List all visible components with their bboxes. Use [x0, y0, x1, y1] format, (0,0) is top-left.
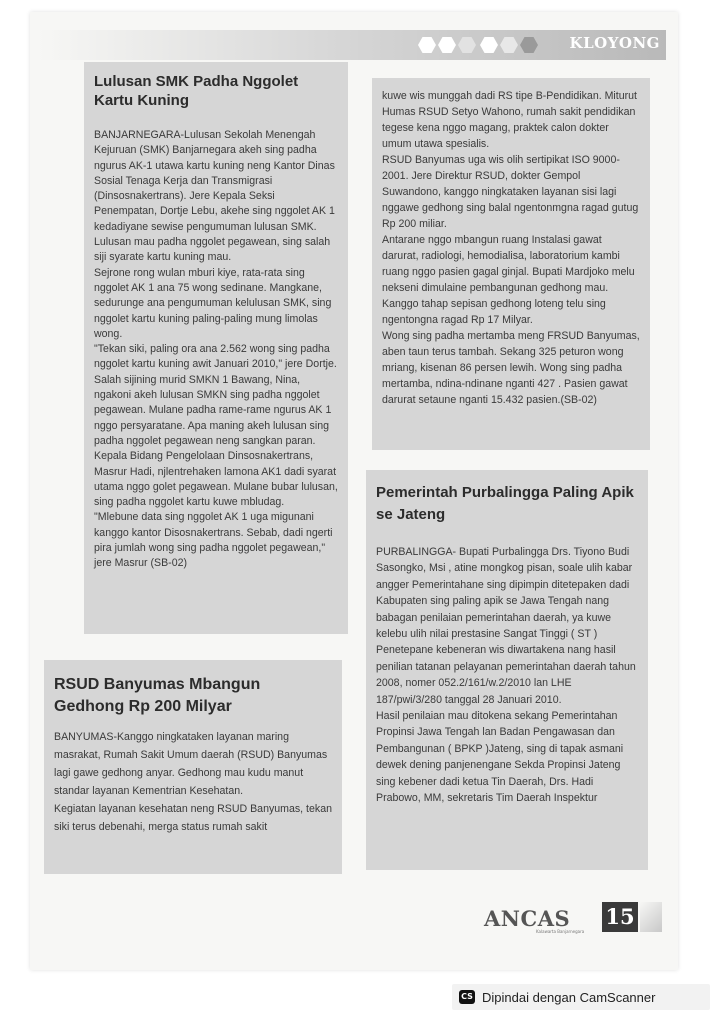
article-title: RSUD Banyumas Mbangun Gedhong Rp 200 Milyar — [54, 676, 261, 715]
article-rsud-continued — [372, 78, 650, 450]
article-paragraph: BANYUMAS-Kanggo ningkataken layanan maring masrakat, Rumah Sakit Umum daerah (RSUD) Banyumas lagi gawe gedhong anyar. Gedhong mau kudu manut standar layanan Kementrian Kesehatan. — [54, 731, 328, 797]
article-paragraph: PURBALINGGA- Bupati Purbalingga Drs. Tiyono Budi Sasongko, Msi , atine mongkog pisan, soale ulih kabar angger Pemerintahane sing dipimpin ditetepaken dadi Kabupaten sing paling apik se Jawa Tengah nang babagan penilaian pemerintahan daerah, ya kuwe kelebu ulih nilai prestasine Sangat Tinggi ( ST ) — [376, 546, 633, 641]
camscanner-logo-icon: CS — [459, 990, 475, 1004]
article-paragraph: Kepala Bidang Pengelolaan Dinsosnakertrans, Masrur Hadi, njlentrehaken lamona AK1 dadi syarat utama nggo golet pegawean. Mulane bubar lulusan, sing padha nggolet kartu kuwe mbludag. — [94, 450, 338, 509]
article-paragraph: Penetepane kebeneran wis diwartakena nang hasil penilian tatanan pelayanan pemerintahan daerah tahun 2008, nomer 052.2/161/w.2/2010 lan LHE 187/pwi/3/280 tanggal 28 Januari 2010. — [376, 644, 636, 706]
footer-stripe-decoration — [640, 902, 662, 932]
article-paragraph: kuwe wis munggah dadi RS tipe B-Pendidikan. Miturut Humas RSUD Setyo Wahono, rumah sakit pendidikan tegese kena nggo magang, praktek calon dokter umum utawa spesialis. — [382, 90, 637, 150]
article-purbalingga — [366, 470, 648, 870]
article-paragraph: Kegiatan layanan kesehatan neng RSUD Banyumas, tekan siki terus debenahi, merga status rumah sakit — [54, 803, 332, 833]
article-title: Lulusan SMK Padha Nggolet Kartu Kuning — [94, 73, 299, 109]
article-paragraph: Hasil penilaian mau ditokena sekang Pemerintahan Propinsi Jawa Tengah lan Badan Pengawasan dan Pembangunan ( BPKP )Jateng, sing di tapak asmani dewek dening panjenengane Sekda Propinsi Jateng sing kebener dadi ketua Tin Daerah, Drs. Hadi Prabowo, MM, sekretaris Tim Daerah Inspektur — [376, 710, 624, 805]
article-paragraph: Sejrone rong wulan mburi kiye, rata-rata sing nggolet AK 1 ana 75 wong sedinane. Mangkane, sedurunge ana pengumuman kelulusan SMK, sing nggolet kartu kuning paling-paling mung limolas wong. — [94, 266, 332, 340]
article-paragraph: "Tekan siki, paling ora ana 2.562 wong sing padha nggolet kartu kuning awit Januari 2010," jere Dortje. — [94, 343, 337, 371]
article-paragraph: Wong sing padha mertamba meng FRSUD Banyumas, aben taun terus tambah. Sekang 325 peturon wong mriang, kisenan 86 persen lewih. Wong sing padha mertamba, ndina-ndinane nganti 427 . Pasien gawat darurat setaune nganti 15.432 pasien.(SB-02) — [382, 330, 640, 406]
article-title: Pemerintah Purbalingga Paling Apik se Jateng — [376, 484, 634, 523]
camscanner-watermark — [452, 984, 710, 1010]
article-smk-kartu-kuning — [84, 62, 348, 634]
camscanner-label: Dipindai dengan CamScanner — [482, 989, 656, 1005]
article-paragraph: "Mlebune data sing nggolet AK 1 uga migunani kanggo kantor Disosnakertrans. Sebab, dadi ngerti pira jumlah wong sing padha nggolet pegawean," jere Masrur (SB-02) — [94, 511, 333, 570]
section-title: KLOYONG — [569, 34, 660, 52]
article-paragraph: BANJARNEGARA-Lulusan Sekolah Menengah Kejuruan (SMK) Banjarnegara akeh sing padha ngurus AK-1 utawa kartu kuning neng Kantor Dinas Sosial Tenaga Kerja dan Transmigrasi (Dinsosnakertrans). Jere Kepala Seksi Penempatan, Dortje Lebu, akehe sing nggolet AK 1 kedadiyane sewise pengumuman lulusan SMK. Lulusan mau padha nggolet pegawean, sing salah siji syarate kartu kuning mau. — [94, 129, 335, 264]
magazine-brand-subtitle: Kalawarta Banjarnegara — [536, 929, 585, 934]
article-paragraph: Salah sijining murid SMKN 1 Bawang, Nina, ngakoni akeh lulusan SMKN sing padha nggolet pegawean. Mulane padha rame-rame ngurus AK 1 nggo persyaratane. Apa maning akeh lulusan sing padha nggolet pegawean neng sangkan paran. — [94, 373, 332, 447]
article-paragraph: Antarane nggo mbangun ruang Instalasi gawat darurat, radiologi, hemodialisa, laboratorium kambi ruang nggo pasien gagal ginjal. Bupati Mardjoko melu nekseni dimulaine pembangunan gedhong mau. Kanggo tahap sepisan gedhong loteng telu sing ngentongna ragad Rp 17 Milyar. — [382, 234, 635, 326]
article-paragraph: RSUD Banyumas uga wis olih sertipikat ISO 9000-2001. Jere Direktur RSUD, dokter Gempol Suwandono, kanggo ningkataken layanan sisi lagi nggawe gedhong sing balal ngentonmgna ragad gutug Rp 200 miliar. — [382, 154, 639, 230]
page-number: 15 — [602, 902, 638, 932]
magazine-brand: ANCAS — [484, 906, 571, 931]
article-rsud-banyumas — [44, 660, 342, 874]
